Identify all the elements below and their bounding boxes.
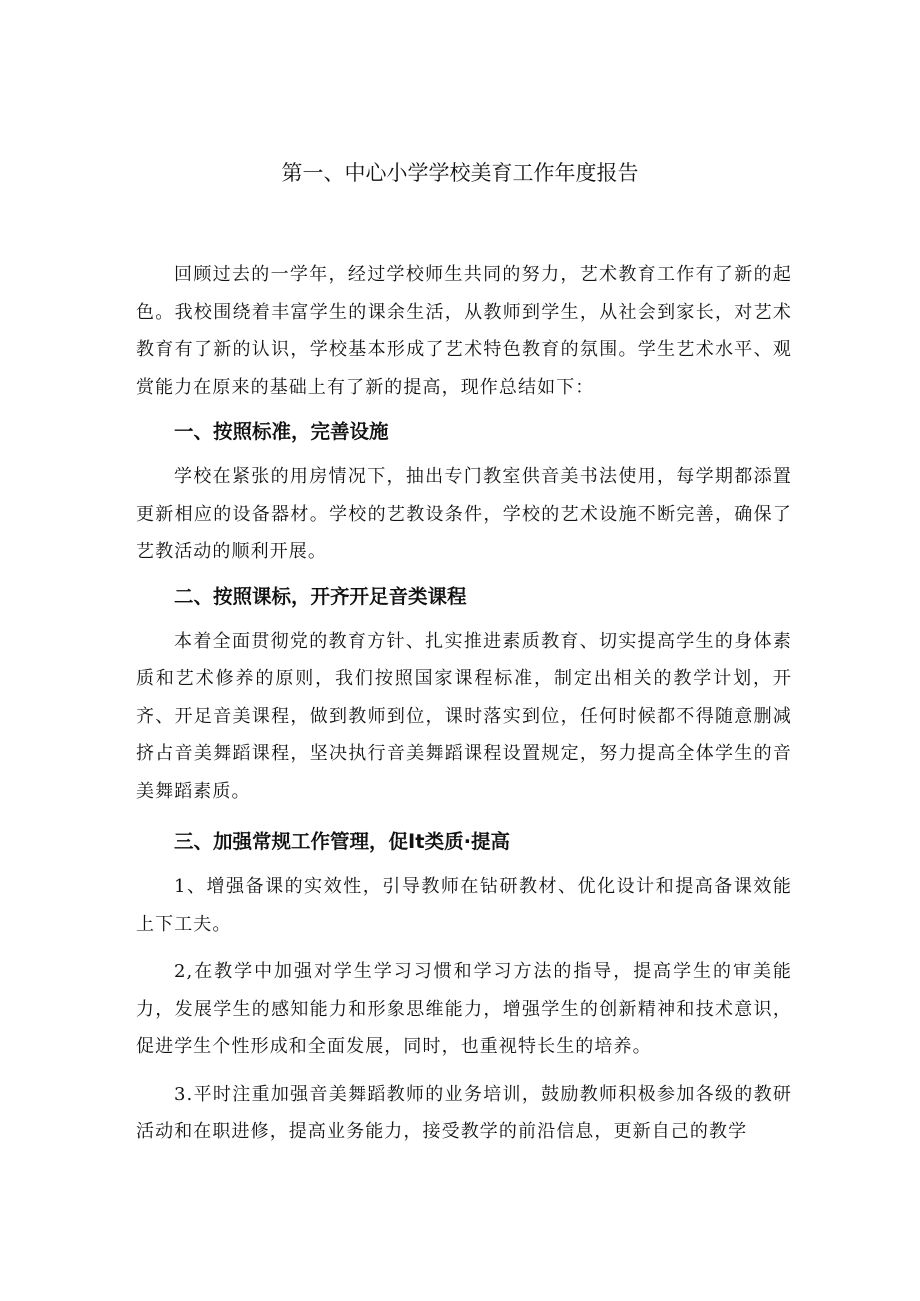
spacer [136, 943, 792, 953]
section-2-paragraph-1: 本着全面贯彻党的教育方针、扎实推进素质教育、切实提高学生的身体素质和艺术修养的原则，我们按照国家课程标准，制定出相关的教学计划，开齐、开足音美课程，做到教师到位，课时落实到位，任何时候都不得随意删减挤占音美舞蹈课程，坚决执行音美舞蹈课程设置规定，努力提高全体学生的音美舞蹈素质。 [136, 630, 792, 802]
document-body [136, 256, 792, 1151]
section-heading-3: 三、加强常规工作管理，促It类质·提高 [174, 830, 510, 853]
spacer [136, 1066, 792, 1076]
section-3-paragraph-2: 2,在教学中加强对学生学习习惯和学习方法的指导，提高学生的审美能力，发展学生的感知能力和形象思维能力，增强学生的创新精神和技术意识，促进学生个性形成和全面发展，同时，也重视特长生的培养。 [136, 961, 792, 1057]
intro-paragraph: 回顾过去的一学年，经过学校师生共同的努力，艺术教育工作有了新的起色。我校围绕着丰富学生的课余生活，从教师到学生，从社会到家长，对艺术教育有了新的认识，学校基本形成了艺术特色教育的氛围。学生艺术水平、观赏能力在原来的基础上有了新的提高，现作总结如下： [136, 264, 792, 398]
section-heading-1: 一、按照标准，完善设施 [174, 420, 389, 443]
section-3-paragraph-1: 1、增强备课的实效性，引导教师在钻研教材、优化设计和提高备课效能上下工夫。 [136, 876, 792, 935]
section-3-paragraph-3: 3.平时注重加强音美舞蹈教师的业务培训，鼓励教师积极参加各级的教研活动和在职进修，提高业务能力，接受教学的前沿信息，更新自己的教学 [136, 1083, 792, 1142]
section-1-paragraph-1: 学校在紧张的用房情况下，抽出专门教室供音美书法使用，每学期都添置更新相应的设备器材。学校的艺教设条件，学校的艺术设施不断完善，确保了艺教活动的顺利开展。 [136, 466, 792, 562]
page-title: 第一、中心小学学校美育工作年度报告 [281, 161, 639, 185]
section-heading-2: 二、按照课标，开齐开足音类课程 [174, 584, 467, 608]
